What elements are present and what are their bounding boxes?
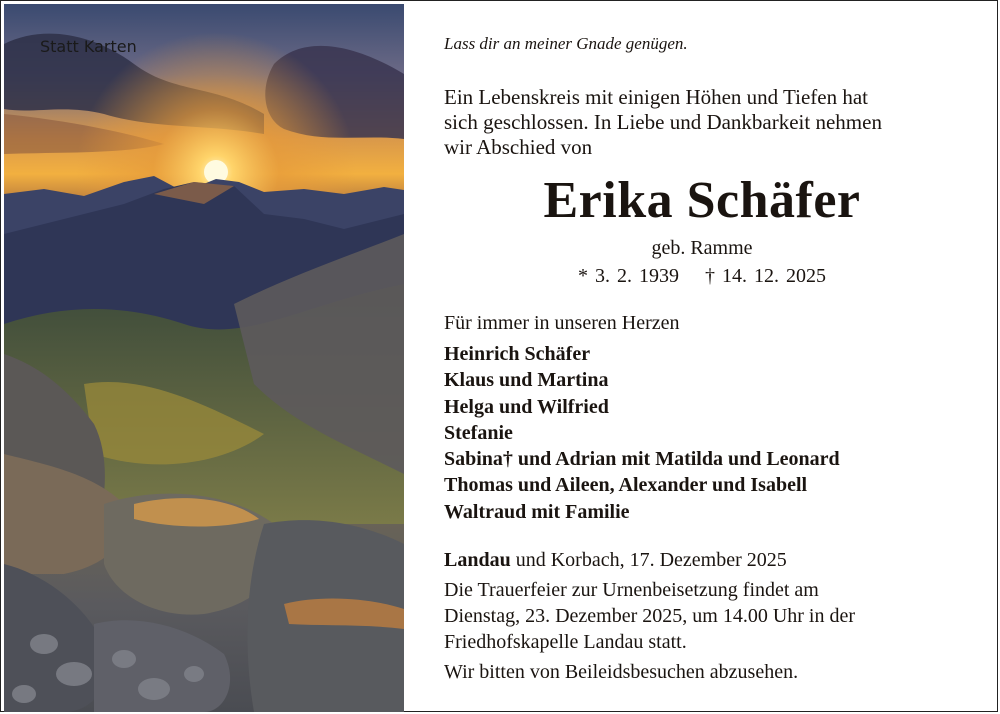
mourner-item: Klaus und Martina [444,369,609,392]
hearts-line: Für immer in unseren Herzen [444,312,680,334]
intro-line: wir Abschied von [444,135,593,159]
landscape-illustration [4,4,404,712]
birth-name: geb. Ramme [651,237,753,259]
mourner-item: Helga und Wilfried [444,395,609,418]
place-date-line [444,549,787,572]
mourners-list [444,341,840,525]
bible-motto: Lass dir an meiner Gnade genügen. [444,34,688,53]
service-line: Dienstag, 23. Dezember 2025, um 14.00 Uhr in der [444,605,856,627]
mourner-item: Heinrich Schäfer [444,343,591,365]
mourner-item: Stefanie [444,421,513,444]
mourner-item: Sabina† und Adrian mit Matilda und Leonard [444,448,840,471]
service-info [444,577,960,655]
closing-line: Wir bitten von Beileidsbesuchen abzusehen. [444,661,799,683]
mourner-item: Thomas und Aileen, Alexander und Isabell [444,474,808,497]
place-name: Landau [444,549,511,571]
service-line: Die Trauerfeier zur Urnenbeisetzung findet am [444,579,819,601]
life-dates [444,265,960,288]
statt-karten-label: Statt Karten [40,37,137,56]
intro-line: sich geschlossen. In Liebe und Dankbarkeit nehmen [444,110,882,134]
service-line: Friedhofskapelle Landau statt. [444,631,687,653]
deceased-name: Erika Schäfer [543,172,861,229]
death-date: † 14. 12. 2025 [705,265,826,287]
place-date: und Korbach, 17. Dezember 2025 [510,549,787,571]
intro-text [444,85,960,160]
mountain-sunset-photo [4,4,404,712]
mourner-item: Waltraud mit Familie [444,500,630,523]
birth-date: * 3. 2. 1939 [578,265,679,287]
intro-line: Ein Lebenskreis mit einigen Höhen und Tiefen hat [444,85,869,109]
